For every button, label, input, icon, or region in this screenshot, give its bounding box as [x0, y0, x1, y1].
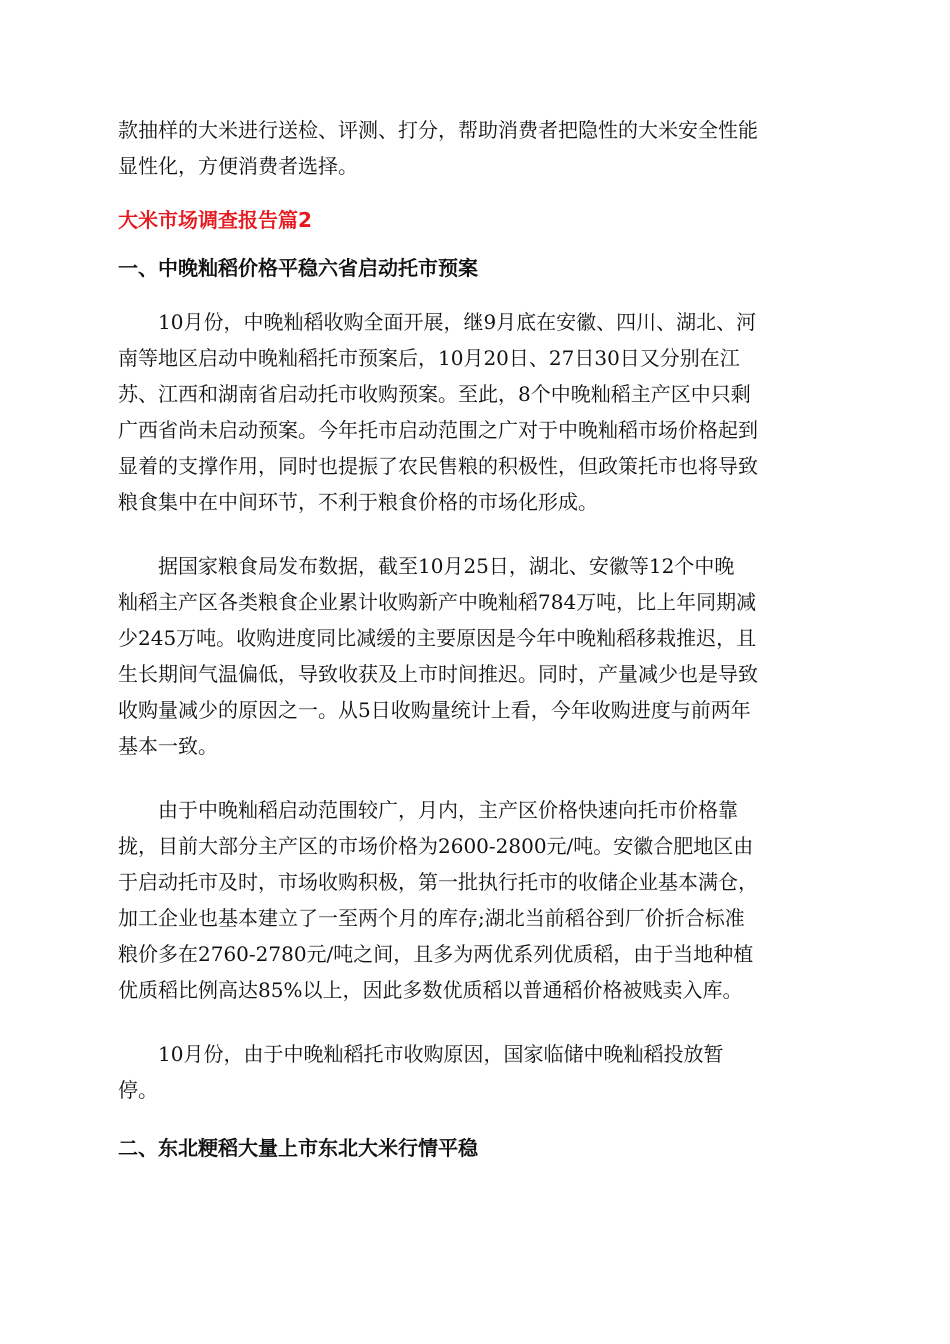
paragraph-2: 据国家粮食局发布数据，截至10月25日，湖北、安徽等12个中晚 籼稻主产区各类粮食企业累计收购新产中晚籼稻784万吨，比上年同期减 少245万吨。收购进度同比减缓的主要原因是今年中晚籼稻移栽推迟，且 生长期间气温偏低，导致收获及上市时间推迟。同时，产量减少也是导致 收购量减少的原因之一。从5日收购量统计上看，今年收购进度与前两年 基本一致。: [118, 554, 758, 758]
paragraph-1: 10月份，中晚籼稻收购全面开展，继9月底在安徽、四川、湖北、河 南等地区启动中晚籼稻托市预案后，10月20日、27日30日又分别在江 苏、江西和湖南省启动托市收购预案。至此，8个中晚籼稻主产区中只剩 广西省尚未启动预案。今年托市启动范围之广对于中晚籼稻市场价格起到 显着的支撑作用，同时也提振了农民售粮的积极性，但政策托市也将导致 粮食集中在中间环节，不利于粮食价格的市场化形成。: [118, 310, 758, 514]
intro-paragraph: 款抽样的大米进行送检、评测、打分，帮助消费者把隐性的大米安全性能 显性化，方便消费者选择。: [118, 118, 758, 178]
section-title: 大米市场调查报告篇2: [118, 208, 312, 232]
heading-two: 二、东北粳稻大量上市东北大米行情平稳: [118, 1136, 478, 1160]
paragraph-3: 由于中晚籼稻启动范围较广，月内，主产区价格快速向托市价格靠 拢，目前大部分主产区的市场价格为2600-2800元/吨。安徽合肥地区由 于启动托市及时，市场收购积极，第一批执行托市的收储企业基本满仓， 加工企业也基本建立了一至两个月的库存;湖北当前稻谷到厂价折合标准 粮价多在2760-2780元/吨之间，且多为两优系列优质稻，由于当地种植 优质稻比例高达85%以上，因此多数优质稻以普通稻价格被贱卖入库。: [118, 798, 758, 1002]
heading-one: 一、中晚籼稻价格平稳六省启动托市预案: [118, 256, 478, 280]
paragraph-4: 10月份，由于中晚籼稻托市收购原因，国家临储中晚籼稻投放暂 停。: [118, 1042, 724, 1102]
